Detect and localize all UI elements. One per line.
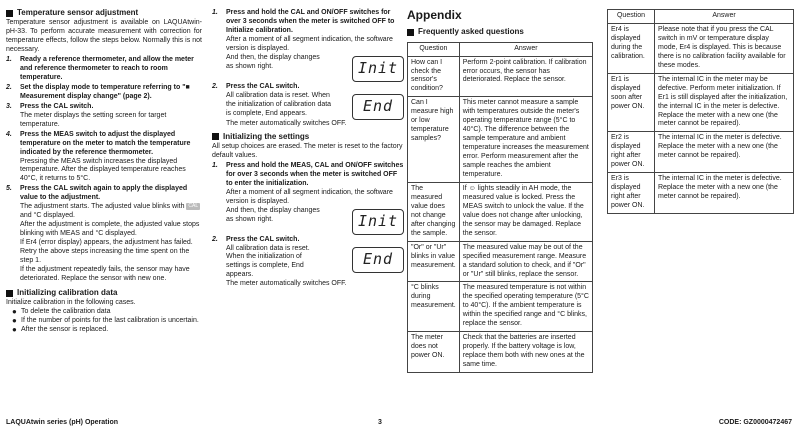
table-row (608, 73, 794, 132)
init-cal-step-1: 1. Press and hold the CAL and ON/OFF switches for over 3 seconds when the meter is switched OFF to Initialize calibration. After a moment of all segment indication, the software version is displayed. And then, the display changes as shown right. Init (212, 9, 404, 82)
init-calibration-heading: Initializing calibration data (6, 288, 202, 298)
column-header-answer: Answer (459, 42, 592, 56)
answer-cell: The internal IC in the meter is defective. Replace the meter with a new one (the meter cannot be repaired). (655, 173, 794, 214)
table-row (608, 23, 794, 73)
init-settings-heading: Initializing the settings (212, 132, 404, 142)
answer-cell: The measured value may be out of the specified measurement range. Measure a standard solution to check, and if "Or" or "Ur" still blinks, replace the sensor. (459, 241, 592, 282)
answer-cell: Please note that if you press the CAL switch in mV or temperature display mode, Er4 is displayed. This is because there is no calibration facility available for these modes. (655, 23, 794, 73)
table-row (608, 173, 794, 214)
bullet-dot-icon: ● (12, 316, 17, 326)
square-bullet-icon (6, 290, 13, 297)
bullet-dot-icon: ● (12, 307, 17, 317)
square-bullet-icon (6, 10, 13, 17)
step-5: 5. Press the CAL switch again to apply the displayed value to the adjustment. The adjustment starts. The adjusted value blinks with CAL and °C displayed. After the adjustment is complete, the adjusted value stops blinking with MEAS and °C displayed. If Er4 (error display) appears, the adjustment has failed. Retry the above steps increasing the time spent on the step 1. If the adjustment repeatedly fails, the sensor may have deteriorated. Replace the sensor with new one. (6, 185, 200, 282)
lcd-init-display: Init (352, 209, 404, 235)
temperature-adjustment-heading: Temperature sensor adjustment (6, 8, 202, 18)
list-item: ● If the number of points for the last calibration is uncertain. (12, 316, 199, 326)
question-cell: Er3 is displayed right after power ON. (608, 173, 655, 214)
error-table (607, 9, 794, 214)
bullet-dot-icon: ● (12, 325, 17, 335)
answer-cell: The internal IC in the meter may be defective. Perform meter initialization. If Er1 is still displayed after the initialization, the internal IC in the meter is defective. Replace the meter with a new one (the meter cannot be repaired). (655, 73, 794, 132)
lcd-init-display: Init (352, 56, 404, 82)
step-1: 1. Ready a reference thermometer, and allow the meter and reference thermometer to reach to room temperature. (6, 56, 194, 81)
column-temperature-adjustment (6, 8, 202, 335)
question-cell: How can I check the sensor's condition? (408, 56, 460, 97)
table-row (608, 132, 794, 173)
column-initialization (212, 8, 404, 289)
init-settings-step-2: 2. Press the CAL switch. All calibration data is reset. When the initialization of settings is complete, End appears. End The meter automatically switches OFF. (212, 236, 404, 290)
step-3: 3. Press the CAL switch. The meter displays the setting screen for target temperature. (6, 102, 167, 128)
question-cell: The measured value does not change after changing the sample. (408, 182, 460, 241)
column-header-answer: Answer (655, 10, 794, 24)
answer-cell: The internal IC in the meter is defective. Replace the meter with a new one (the meter cannot be repaired). (655, 132, 794, 173)
answer-cell: Check that the batteries are inserted properly. If the battery voltage is low, replace them both with new ones at the same time. (459, 332, 592, 373)
lcd-end-display: End (352, 247, 404, 273)
temperature-intro: Temperature sensor adjustment is available on LAQUAtwin-pH-33. To perform accurate measurement with correction for temperature effects, follow the steps below. Normally this is not necessary. (6, 19, 202, 54)
init-bullet-list (12, 308, 202, 335)
question-cell: "Or" or "Ur" blinks in value measurement. (408, 241, 460, 282)
column-appendix (407, 8, 593, 373)
init-intro: Initialize calibration in the following cases. (6, 299, 136, 307)
column-error-table (607, 9, 794, 214)
answer-cell: This meter cannot measure a sample with temperatures outside the meter's operating temperature range (5°C to 40°C). The difference between the sample temperature and ambient temperature increases the measurement error. Perform measurement after the sample reaches the ambient temperature. (459, 97, 592, 183)
answer-cell: If ☺ lights steadily in AH mode, the measured value is locked. Press the MEAS switch to unlock the value. If the value does not change after unlocking, the sensor may be damaged. Replace the sensor. (459, 182, 592, 241)
column-header-question: Question (608, 10, 655, 24)
question-cell: The meter does not power ON. (408, 332, 460, 373)
step-4: 4. Press the MEAS switch to adjust the displayed temperature on the meter to match the temperature indicated by the reference thermometer. Pressing the MEAS switch increases the displayed temperature. After the displayed temperature reaches 40°C, it returns to 5°C. (6, 130, 191, 183)
question-cell: Er1 is displayed soon after power ON. (608, 73, 655, 132)
answer-cell: Perform 2-point calibration. If calibration error occurs, the sensor has deteriorated. Replace the sensor. (459, 56, 592, 97)
list-item: ● To delete the calibration data (12, 307, 111, 317)
settings-intro: All setup choices are erased. The meter is reset to the factory default values. (212, 142, 403, 159)
column-header-question: Question (408, 42, 460, 56)
table-row (408, 282, 593, 332)
document-code: CODE: GZ0000472467 (718, 419, 792, 426)
step-2: 2. Set the display mode to temperature referring to "■ Measurement display change" (page 2). (6, 83, 190, 100)
faq-heading: Frequently asked questions (407, 27, 593, 37)
init-cal-step-2: 2. Press the CAL switch. All calibration data is reset. When the initialization of calibration data is complete, End appears. End The meter automatically switches OFF. (212, 83, 404, 129)
list-item: ● After the sensor is replaced. (12, 325, 109, 335)
question-cell: Can I measure high or low temperature samples? (408, 97, 460, 183)
table-header-row (608, 10, 794, 24)
appendix-title: Appendix (407, 8, 462, 22)
cal-indicator-icon: CAL (188, 203, 199, 210)
faq-table (407, 42, 593, 373)
question-cell: Er4 is displayed during the calibration. (608, 23, 655, 73)
question-cell: Er2 is displayed right after power ON. (608, 132, 655, 173)
table-header-row (408, 42, 593, 56)
page-number: 3 (378, 419, 382, 426)
table-row (408, 56, 593, 97)
lcd-end-display: End (352, 94, 404, 120)
page-footer (0, 419, 800, 431)
square-bullet-icon (407, 29, 414, 36)
table-row (408, 332, 593, 373)
init-settings-step-1: 1. Press and hold the MEAS, CAL and ON/OFF switches for over 3 seconds when the meter is switched OFF to enter the initialization. After a moment of all segment indication, the software version is displayed. And then, the display changes as shown right. Init (212, 162, 404, 235)
table-row (408, 182, 593, 241)
footer-product-name: LAQUAtwin series (pH) Operation (6, 419, 119, 426)
table-row (408, 241, 593, 282)
answer-cell: The measured temperature is not within the specified operating temperature (5°C to 40°C). If the ambient temperature is within the specified range and °C blinks, replace the sensor. (459, 282, 592, 332)
table-row (408, 97, 593, 183)
square-bullet-icon (212, 133, 219, 140)
question-cell: °C blinks during measurement. (408, 282, 460, 332)
